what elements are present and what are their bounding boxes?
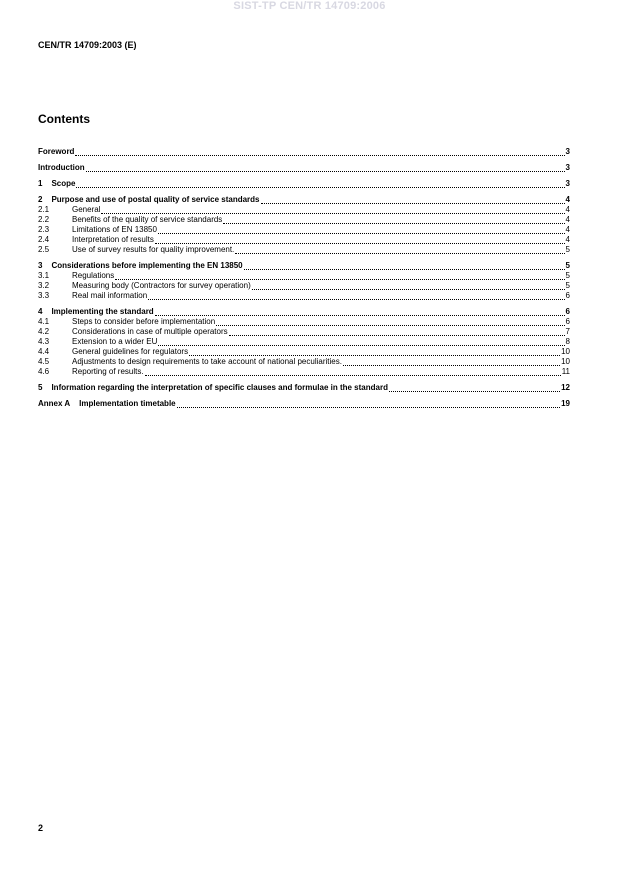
- toc-page: 6: [565, 307, 570, 316]
- toc-entry-introduction[interactable]: [38, 163, 570, 173]
- toc-title: General guidelines for regulators: [72, 347, 189, 356]
- toc-entry-2-4[interactable]: [38, 235, 570, 245]
- toc-page: 5: [565, 245, 570, 254]
- toc-entry-1[interactable]: [38, 179, 570, 189]
- toc-page: 5: [565, 271, 570, 280]
- watermark: SIST-TP CEN/TR 14709:2006: [233, 0, 386, 12]
- toc-leader: [86, 163, 565, 172]
- toc-number: 3: [38, 261, 43, 270]
- toc-title: Extension to a wider EU: [72, 337, 158, 346]
- toc-page: 4: [565, 205, 570, 214]
- toc-leader: [252, 281, 565, 290]
- toc-title: Real mail information: [72, 291, 148, 300]
- toc-title: Considerations before implementing the EN 13850: [51, 261, 243, 270]
- toc-number: 4.2: [38, 327, 50, 336]
- toc-title: Purpose and use of postal quality of service standards: [51, 195, 260, 204]
- toc-entry-3-3[interactable]: [38, 291, 570, 301]
- toc-leader: [115, 271, 564, 280]
- toc-leader: [148, 291, 564, 300]
- toc-title: Benefits of the quality of service standards: [72, 215, 223, 224]
- toc-entry-4-1[interactable]: [38, 317, 570, 327]
- toc-leader: [216, 317, 564, 326]
- toc-leader: [244, 261, 565, 270]
- toc-number: 1: [38, 179, 43, 188]
- toc-page: 4: [565, 215, 570, 224]
- toc-leader: [155, 235, 565, 244]
- toc-entry-2-5[interactable]: [38, 245, 570, 255]
- toc-leader: [145, 367, 561, 376]
- toc-entry-4[interactable]: [38, 307, 570, 317]
- toc-page: 11: [561, 367, 570, 376]
- toc-page: 5: [565, 261, 570, 270]
- toc-number: 4: [38, 307, 43, 316]
- toc-title: General: [72, 205, 101, 214]
- toc-page: 3: [565, 163, 570, 172]
- document-id: CEN/TR 14709:2003 (E): [38, 40, 137, 50]
- toc-number: 4.6: [38, 367, 50, 376]
- toc-entry-4-3[interactable]: [38, 337, 570, 347]
- toc-entry-foreword[interactable]: [38, 147, 570, 157]
- toc-leader: [389, 383, 560, 392]
- toc-entry-4-5[interactable]: [38, 357, 570, 367]
- toc-leader: [158, 337, 564, 346]
- toc-leader: [223, 215, 564, 224]
- toc-leader: [76, 179, 564, 188]
- toc-leader: [189, 347, 560, 356]
- table-of-contents: [38, 147, 570, 409]
- toc-title: Steps to consider before implementation: [72, 317, 216, 326]
- toc-title: Introduction: [38, 163, 85, 172]
- toc-leader: [229, 327, 565, 336]
- toc-leader: [177, 399, 560, 408]
- toc-entry-2[interactable]: [38, 195, 570, 205]
- toc-number: 2.3: [38, 225, 50, 234]
- toc-title: Scope: [51, 179, 76, 188]
- page-number: 2: [38, 823, 44, 833]
- toc-page: 5: [565, 281, 570, 290]
- contents-heading: Contents: [38, 112, 90, 126]
- toc-entry-3-1[interactable]: [38, 271, 570, 281]
- toc-entry-annex-a[interactable]: [38, 399, 570, 409]
- toc-entry-4-4[interactable]: [38, 347, 570, 357]
- toc-leader: [235, 245, 564, 254]
- toc-title: Adjustments to design requirements to take account of national peculiarities.: [72, 357, 342, 366]
- toc-page: 3: [565, 147, 570, 156]
- toc-number: 3.2: [38, 281, 50, 290]
- toc-page: 6: [565, 291, 570, 300]
- toc-page: 3: [565, 179, 570, 188]
- toc-page: 10: [561, 347, 570, 356]
- toc-number: Annex A: [38, 399, 71, 408]
- toc-page: 4: [565, 195, 570, 204]
- toc-number: 4.4: [38, 347, 50, 356]
- toc-number: 4.3: [38, 337, 50, 346]
- toc-leader: [343, 357, 560, 366]
- toc-entry-2-3[interactable]: [38, 225, 570, 235]
- toc-title: Measuring body (Contractors for survey operation): [72, 281, 251, 290]
- toc-number: 3.3: [38, 291, 50, 300]
- toc-entry-3-2[interactable]: [38, 281, 570, 291]
- toc-number: 2.5: [38, 245, 50, 254]
- toc-title: Regulations: [72, 271, 115, 280]
- toc-number: 2.2: [38, 215, 50, 224]
- toc-entry-2-2[interactable]: [38, 215, 570, 225]
- toc-page: 12: [561, 383, 570, 392]
- toc-leader: [75, 147, 564, 156]
- toc-number: 2.1: [38, 205, 50, 214]
- toc-page: 6: [565, 317, 570, 326]
- toc-leader: [155, 307, 565, 316]
- toc-number: 5: [38, 383, 43, 392]
- toc-title: Implementing the standard: [51, 307, 154, 316]
- toc-title: Considerations in case of multiple operators: [72, 327, 228, 336]
- toc-leader: [101, 205, 564, 214]
- toc-page: 4: [565, 225, 570, 234]
- toc-number: 4.1: [38, 317, 50, 326]
- toc-number: 2: [38, 195, 43, 204]
- toc-title: Implementation timetable: [79, 399, 176, 408]
- toc-number: 4.5: [38, 357, 50, 366]
- toc-page: 8: [565, 337, 570, 346]
- toc-number: 2.4: [38, 235, 50, 244]
- toc-leader: [261, 195, 565, 204]
- toc-title: Reporting of results.: [72, 367, 144, 376]
- toc-title: Limitations of EN 13850: [72, 225, 157, 234]
- toc-entry-5[interactable]: [38, 383, 570, 393]
- toc-page: 7: [565, 327, 570, 336]
- toc-title: Foreword: [38, 147, 75, 156]
- toc-page: 19: [561, 399, 570, 408]
- toc-page: 4: [565, 235, 570, 244]
- toc-entry-3[interactable]: [38, 261, 570, 271]
- toc-page: 10: [561, 357, 570, 366]
- toc-number: 3.1: [38, 271, 50, 280]
- toc-entry-2-1[interactable]: [38, 205, 570, 215]
- toc-entry-4-6[interactable]: [38, 367, 570, 377]
- toc-title: Use of survey results for quality improvement.: [72, 245, 235, 254]
- toc-entry-4-2[interactable]: [38, 327, 570, 337]
- toc-title: Information regarding the interpretation of specific clauses and formulae in the standard: [51, 383, 388, 392]
- toc-title: Interpretation of results: [72, 235, 154, 244]
- toc-leader: [158, 225, 565, 234]
